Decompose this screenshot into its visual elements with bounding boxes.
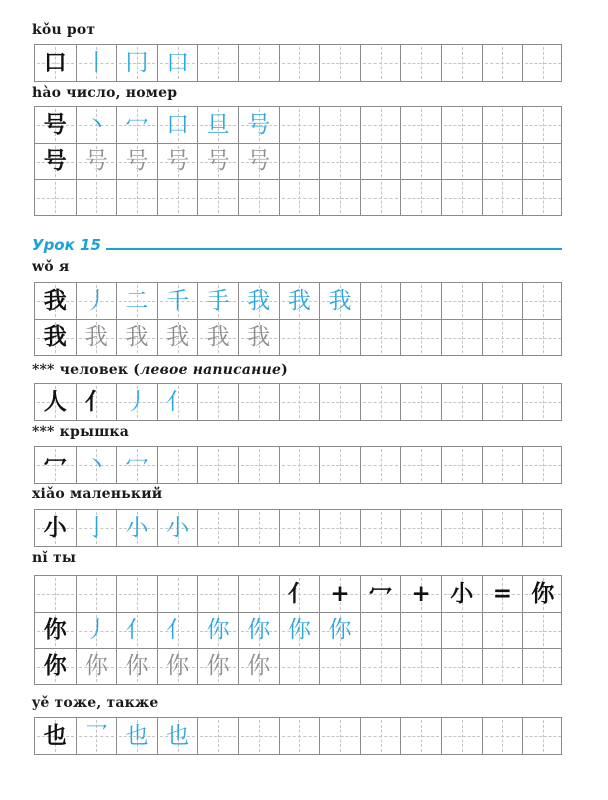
grid-cell[interactable] xyxy=(76,649,117,684)
grid-cell[interactable] xyxy=(319,649,360,684)
grid-cell[interactable] xyxy=(76,144,117,179)
grid-cell[interactable] xyxy=(482,45,523,81)
grid-cell[interactable] xyxy=(482,718,523,754)
grid-cell[interactable] xyxy=(400,180,441,215)
gloss-italic: левое написание xyxy=(140,362,282,378)
grid-ye xyxy=(34,717,562,755)
grid-cell[interactable] xyxy=(238,180,279,215)
grid-cell[interactable] xyxy=(116,576,157,612)
grid-cell[interactable] xyxy=(238,45,279,81)
pinyin: yě xyxy=(32,695,50,711)
grid-row xyxy=(35,648,561,684)
grid-cell[interactable] xyxy=(482,384,523,420)
pinyin: hào xyxy=(32,85,62,101)
grid-cell[interactable] xyxy=(319,283,360,319)
prefix: *** xyxy=(32,362,55,378)
grid-cell[interactable] xyxy=(279,144,320,179)
grid-cell[interactable] xyxy=(238,384,279,420)
grid-cell[interactable] xyxy=(522,613,563,648)
grid-cell[interactable] xyxy=(360,180,401,215)
stroke-step: 你 xyxy=(328,617,352,643)
grid-cell[interactable] xyxy=(279,107,320,143)
grid-cell[interactable] xyxy=(360,447,401,483)
stroke-step: 丿 xyxy=(84,617,108,643)
grid-cell[interactable] xyxy=(76,320,117,355)
grid-cell[interactable] xyxy=(35,510,76,546)
model-character: 小 xyxy=(450,580,474,607)
grid-cell[interactable] xyxy=(400,144,441,179)
grid-cell[interactable] xyxy=(197,718,238,754)
stroke-step: 亻 xyxy=(166,617,190,643)
grid-cell[interactable] xyxy=(522,718,563,754)
grid-cell[interactable] xyxy=(441,613,482,648)
grid-cell[interactable] xyxy=(441,447,482,483)
grid-cell[interactable] xyxy=(157,718,198,754)
grid-cell[interactable] xyxy=(76,384,117,420)
grid-cell[interactable] xyxy=(238,613,279,648)
grid-wo xyxy=(34,282,562,356)
grid-cell[interactable] xyxy=(482,576,523,612)
grid-cell[interactable] xyxy=(482,283,523,319)
grid-cell[interactable] xyxy=(482,144,523,179)
pinyin: wǒ xyxy=(32,259,54,275)
grid-cell[interactable] xyxy=(116,180,157,215)
grid-cell[interactable] xyxy=(400,718,441,754)
grid-cell[interactable] xyxy=(441,180,482,215)
grid-cell[interactable] xyxy=(360,613,401,648)
grid-cell[interactable] xyxy=(116,107,157,143)
grid-cell[interactable] xyxy=(35,447,76,483)
grid-cell[interactable] xyxy=(400,320,441,355)
gloss: маленький xyxy=(69,486,163,502)
grid-cell[interactable] xyxy=(238,576,279,612)
grid-cell[interactable] xyxy=(522,283,563,319)
grid-cell[interactable] xyxy=(197,613,238,648)
grid-cell[interactable] xyxy=(441,144,482,179)
grid-cell[interactable] xyxy=(197,283,238,319)
stroke-step: 小 xyxy=(166,514,190,541)
grid-cell[interactable] xyxy=(319,320,360,355)
model-character: 亻 xyxy=(287,580,311,607)
model-character: 你 xyxy=(43,617,67,643)
stroke-step: 我 xyxy=(328,287,352,314)
model-character: 我 xyxy=(43,287,67,314)
trace-character: 号 xyxy=(125,148,149,174)
grid-cell[interactable] xyxy=(522,447,563,483)
grid-cell[interactable] xyxy=(157,613,198,648)
grid-cell[interactable] xyxy=(35,613,76,648)
trace-character: 你 xyxy=(84,653,108,679)
grid-cell[interactable] xyxy=(279,447,320,483)
grid-cell[interactable] xyxy=(319,718,360,754)
pinyin: kǒu xyxy=(32,22,62,38)
grid-cell[interactable] xyxy=(35,144,76,179)
grid-cell[interactable] xyxy=(197,144,238,179)
stroke-step: 也 xyxy=(125,722,149,749)
grid-cell[interactable] xyxy=(116,649,157,684)
grid-mi xyxy=(34,446,562,484)
grid-row xyxy=(35,718,561,754)
gloss: тоже, также xyxy=(54,695,159,711)
grid-cell[interactable] xyxy=(279,649,320,684)
gloss: ты xyxy=(52,550,77,566)
grid-cell[interactable] xyxy=(238,320,279,355)
trace-character: 你 xyxy=(166,653,190,679)
grid-xiao xyxy=(34,509,562,547)
grid-cell[interactable] xyxy=(116,718,157,754)
gloss: рот xyxy=(66,22,96,38)
grid-cell[interactable] xyxy=(35,576,76,612)
model-character: 冖 xyxy=(369,580,393,607)
grid-cell[interactable] xyxy=(238,107,279,143)
grid-cell[interactable] xyxy=(76,180,117,215)
stroke-step: 冂 xyxy=(125,49,149,76)
grid-cell[interactable] xyxy=(441,510,482,546)
grid-cell[interactable] xyxy=(76,107,117,143)
grid-cell[interactable] xyxy=(157,283,198,319)
grid-cell[interactable] xyxy=(482,613,523,648)
stroke-step: 亅 xyxy=(84,514,108,541)
grid-cell[interactable] xyxy=(319,144,360,179)
trace-character: 我 xyxy=(247,324,271,350)
label-ye xyxy=(32,695,158,711)
grid-cell[interactable] xyxy=(238,649,279,684)
grid-cell[interactable] xyxy=(522,649,563,684)
grid-cell[interactable] xyxy=(116,45,157,81)
trace-character: 号 xyxy=(166,148,190,174)
stroke-step: 小 xyxy=(125,514,149,541)
pinyin: nǐ xyxy=(32,550,48,566)
model-character: + xyxy=(411,580,431,607)
grid-ren xyxy=(34,383,562,421)
trace-character: 我 xyxy=(166,324,190,350)
stroke-step: 你 xyxy=(206,617,230,643)
grid-cell[interactable] xyxy=(197,384,238,420)
grid-cell[interactable] xyxy=(279,283,320,319)
grid-cell[interactable] xyxy=(522,576,563,612)
grid-cell[interactable] xyxy=(157,447,198,483)
grid-cell[interactable] xyxy=(157,320,198,355)
grid-cell[interactable] xyxy=(319,613,360,648)
grid-cell[interactable] xyxy=(360,320,401,355)
model-character: 冖 xyxy=(43,451,67,478)
grid-cell[interactable] xyxy=(400,283,441,319)
model-character: 你 xyxy=(43,653,67,679)
grid-cell[interactable] xyxy=(116,613,157,648)
grid-cell[interactable] xyxy=(116,384,157,420)
trace-character: 我 xyxy=(206,324,230,350)
grid-cell[interactable] xyxy=(238,144,279,179)
stroke-step: 亻 xyxy=(125,617,149,643)
grid-cell[interactable] xyxy=(319,510,360,546)
grid-cell[interactable] xyxy=(76,510,117,546)
grid-cell[interactable] xyxy=(522,384,563,420)
grid-cell[interactable] xyxy=(319,107,360,143)
stroke-step: 丿 xyxy=(125,388,149,415)
model-character: 号 xyxy=(43,111,67,138)
grid-cell[interactable] xyxy=(157,384,198,420)
stroke-step: 旦 xyxy=(206,111,230,138)
gloss: я xyxy=(58,259,70,275)
stroke-step: 也 xyxy=(166,722,190,749)
grid-cell[interactable] xyxy=(441,384,482,420)
grid-row xyxy=(35,576,561,612)
stroke-step: 你 xyxy=(287,617,311,643)
model-character: 亻 xyxy=(84,388,108,415)
grid-cell[interactable] xyxy=(360,283,401,319)
grid-cell[interactable] xyxy=(400,649,441,684)
grid-row xyxy=(35,384,561,420)
grid-cell[interactable] xyxy=(400,576,441,612)
stroke-step: 手 xyxy=(206,287,230,314)
grid-cell[interactable] xyxy=(197,45,238,81)
grid-cell[interactable] xyxy=(441,718,482,754)
grid-cell[interactable] xyxy=(197,510,238,546)
gloss: крышка xyxy=(59,424,130,440)
grid-row xyxy=(35,447,561,483)
grid-cell[interactable] xyxy=(157,45,198,81)
trace-character: 你 xyxy=(125,653,149,679)
grid-row xyxy=(35,612,561,648)
stroke-step: 你 xyxy=(247,617,271,643)
stroke-step: 乛 xyxy=(84,722,108,749)
grid-cell[interactable] xyxy=(441,320,482,355)
model-character: 口 xyxy=(43,49,67,76)
label-mi xyxy=(32,424,129,440)
grid-cell[interactable] xyxy=(279,320,320,355)
grid-cell[interactable] xyxy=(35,718,76,754)
stroke-step: 丶 xyxy=(84,111,108,138)
stroke-step: 丿 xyxy=(84,287,108,314)
grid-cell[interactable] xyxy=(319,576,360,612)
model-character: = xyxy=(492,580,512,607)
label-ni xyxy=(32,550,76,566)
grid-cell[interactable] xyxy=(116,447,157,483)
grid-cell[interactable] xyxy=(360,510,401,546)
trace-character: 你 xyxy=(247,653,271,679)
grid-cell[interactable] xyxy=(482,510,523,546)
grid-cell[interactable] xyxy=(35,107,76,143)
grid-cell[interactable] xyxy=(279,718,320,754)
grid-cell[interactable] xyxy=(35,320,76,355)
grid-cell[interactable] xyxy=(482,649,523,684)
grid-cell[interactable] xyxy=(441,576,482,612)
grid-cell[interactable] xyxy=(360,107,401,143)
grid-cell[interactable] xyxy=(238,447,279,483)
grid-cell[interactable] xyxy=(116,283,157,319)
stroke-step: 口 xyxy=(166,49,190,76)
grid-cell[interactable] xyxy=(400,613,441,648)
grid-cell[interactable] xyxy=(400,107,441,143)
grid-row xyxy=(35,45,561,81)
grid-cell[interactable] xyxy=(116,320,157,355)
lesson-divider xyxy=(106,248,562,250)
label-ren xyxy=(32,362,288,378)
grid-cell[interactable] xyxy=(238,283,279,319)
grid-cell[interactable] xyxy=(482,447,523,483)
model-character: 人 xyxy=(43,388,67,415)
stroke-step: 亻 xyxy=(166,388,190,415)
label-kou xyxy=(32,22,95,38)
grid-cell[interactable] xyxy=(76,576,117,612)
grid-row xyxy=(35,319,561,355)
stroke-step: 口 xyxy=(166,111,190,138)
grid-cell[interactable] xyxy=(482,107,523,143)
grid-cell[interactable] xyxy=(35,180,76,215)
trace-character: 我 xyxy=(125,324,149,350)
grid-cell[interactable] xyxy=(76,613,117,648)
trace-character: 号 xyxy=(206,148,230,174)
grid-row xyxy=(35,143,561,179)
grid-cell[interactable] xyxy=(279,510,320,546)
grid-cell[interactable] xyxy=(35,649,76,684)
grid-cell[interactable] xyxy=(238,510,279,546)
stroke-step: 我 xyxy=(287,287,311,314)
prefix: *** xyxy=(32,424,55,440)
grid-cell[interactable] xyxy=(319,447,360,483)
grid-row xyxy=(35,510,561,546)
grid-cell[interactable] xyxy=(76,283,117,319)
label-xiao xyxy=(32,486,162,502)
stroke-step: 丶 xyxy=(84,451,108,478)
grid-cell[interactable] xyxy=(116,144,157,179)
grid-cell[interactable] xyxy=(157,649,198,684)
stroke-step: 我 xyxy=(247,287,271,314)
grid-cell[interactable] xyxy=(319,180,360,215)
grid-cell[interactable] xyxy=(522,180,563,215)
grid-cell[interactable] xyxy=(319,384,360,420)
trace-character: 号 xyxy=(247,148,271,174)
grid-cell[interactable] xyxy=(522,320,563,355)
lesson-header xyxy=(32,236,562,256)
grid-cell[interactable] xyxy=(279,180,320,215)
grid-cell[interactable] xyxy=(279,384,320,420)
grid-cell[interactable] xyxy=(279,576,320,612)
stroke-step: 丨 xyxy=(84,49,108,76)
grid-cell[interactable] xyxy=(157,576,198,612)
gloss: человек ( xyxy=(59,362,141,378)
grid-cell[interactable] xyxy=(197,649,238,684)
grid-cell[interactable] xyxy=(35,45,76,81)
grid-cell[interactable] xyxy=(482,180,523,215)
gloss: число, номер xyxy=(66,85,178,101)
grid-cell[interactable] xyxy=(441,283,482,319)
grid-cell[interactable] xyxy=(360,576,401,612)
grid-cell[interactable] xyxy=(76,447,117,483)
grid-cell[interactable] xyxy=(441,649,482,684)
grid-row xyxy=(35,179,561,215)
grid-row xyxy=(35,283,561,319)
grid-cell[interactable] xyxy=(360,144,401,179)
grid-cell[interactable] xyxy=(441,107,482,143)
model-character: 号 xyxy=(43,148,67,174)
grid-cell[interactable] xyxy=(522,144,563,179)
grid-cell[interactable] xyxy=(197,447,238,483)
grid-cell[interactable] xyxy=(400,45,441,81)
grid-cell[interactable] xyxy=(157,107,198,143)
grid-cell[interactable] xyxy=(522,45,563,81)
grid-cell[interactable] xyxy=(197,576,238,612)
grid-ni xyxy=(34,575,562,685)
grid-cell[interactable] xyxy=(35,283,76,319)
trace-character: 号 xyxy=(84,148,108,174)
grid-cell[interactable] xyxy=(360,718,401,754)
grid-cell[interactable] xyxy=(400,510,441,546)
grid-cell[interactable] xyxy=(360,384,401,420)
model-character: 也 xyxy=(43,722,67,749)
lesson-title: Урок 15 xyxy=(32,236,101,254)
grid-cell[interactable] xyxy=(238,718,279,754)
grid-cell[interactable] xyxy=(279,45,320,81)
grid-kou xyxy=(34,44,562,82)
grid-row xyxy=(35,107,561,143)
grid-cell[interactable] xyxy=(157,144,198,179)
label-wo xyxy=(32,259,69,275)
stroke-step: 冖 xyxy=(125,111,149,138)
grid-cell[interactable] xyxy=(279,613,320,648)
grid-cell[interactable] xyxy=(522,510,563,546)
model-character: 我 xyxy=(43,324,67,350)
grid-cell[interactable] xyxy=(360,45,401,81)
trace-character: 你 xyxy=(206,653,230,679)
grid-cell[interactable] xyxy=(441,45,482,81)
stroke-step: 冖 xyxy=(125,451,149,478)
grid-hao xyxy=(34,106,562,216)
grid-cell[interactable] xyxy=(76,45,117,81)
grid-cell[interactable] xyxy=(197,320,238,355)
grid-cell[interactable] xyxy=(522,107,563,143)
grid-cell[interactable] xyxy=(197,107,238,143)
stroke-step: 千 xyxy=(166,287,190,314)
trace-character: 我 xyxy=(84,324,108,350)
model-character: 小 xyxy=(43,514,67,541)
model-character: + xyxy=(330,580,350,607)
grid-cell[interactable] xyxy=(400,447,441,483)
grid-cell[interactable] xyxy=(400,384,441,420)
grid-cell[interactable] xyxy=(157,510,198,546)
grid-cell[interactable] xyxy=(360,649,401,684)
pinyin: xiǎo xyxy=(32,486,65,502)
grid-cell[interactable] xyxy=(157,180,198,215)
stroke-step: 二 xyxy=(125,287,149,314)
stroke-step: 号 xyxy=(247,111,271,138)
grid-cell[interactable] xyxy=(197,180,238,215)
gloss-suffix: ) xyxy=(281,362,288,378)
grid-cell[interactable] xyxy=(35,384,76,420)
grid-cell[interactable] xyxy=(482,320,523,355)
model-character: 你 xyxy=(531,580,555,607)
label-hao xyxy=(32,85,177,101)
grid-cell[interactable] xyxy=(319,45,360,81)
grid-cell[interactable] xyxy=(76,718,117,754)
grid-cell[interactable] xyxy=(116,510,157,546)
